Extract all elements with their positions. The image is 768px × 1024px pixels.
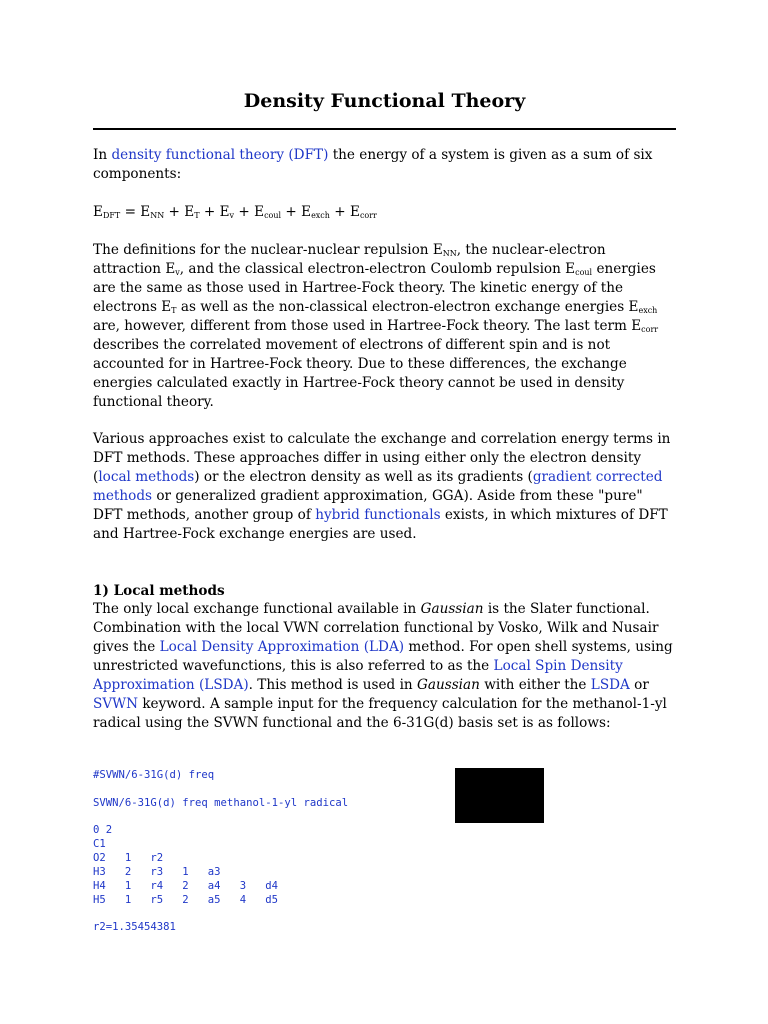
code-zmatrix-line: H4 1 r4 2 a4 3 d4: [93, 880, 278, 892]
intro-paragraph: [93, 146, 676, 184]
eq-term: E: [219, 204, 230, 220]
sec1-text: or: [629, 677, 649, 693]
eq-term-sub: exch: [311, 211, 330, 220]
para2-text: , the nuclear-electron attraction E: [93, 242, 606, 277]
code-variable-line: r2=1.35454381: [93, 921, 176, 933]
local-methods-link[interactable]: local methods: [98, 469, 195, 485]
code-zmatrix-line: O2 1 r2: [93, 852, 164, 864]
para2-sub: exch: [638, 306, 658, 315]
approaches-paragraph: [93, 430, 676, 544]
para3-text: ) or the electron density as well as its gradients (: [194, 469, 533, 485]
lsda-keyword-link[interactable]: LSDA: [590, 677, 630, 693]
eq-equals: =: [120, 204, 141, 220]
para2-sub: NN: [442, 249, 457, 258]
eq-term-sub: coul: [264, 211, 282, 220]
code-zmatrix-line: H5 1 r5 2 a5 4 d5: [93, 894, 278, 906]
eq-term-sub: T: [194, 211, 200, 220]
sec1-text: with either the: [479, 677, 591, 693]
lsda-full-link[interactable]: Local Spin Density Approximation (LSDA): [93, 658, 623, 693]
eq-term: E: [254, 204, 265, 220]
code-charge-multiplicity: 0 2: [93, 824, 113, 836]
eq-lhs-sub: DFT: [102, 211, 121, 220]
code-zmatrix-line: H3 2 r3 1 a3: [93, 866, 221, 878]
para2-text: are, however, different from those used in Hartree-Fock theory. The last term E: [93, 318, 642, 334]
code-route-line: #SVWN/6-31G(d) freq: [93, 769, 215, 781]
energy-equation: [93, 203, 676, 222]
lda-link[interactable]: Local Density Approximation (LDA): [159, 639, 405, 655]
para2-sub: corr: [641, 325, 659, 334]
eq-term: E: [184, 204, 195, 220]
para2-sub: v: [175, 268, 180, 277]
eq-lhs: E: [93, 204, 103, 220]
eq-plus: +: [164, 204, 185, 220]
page-title: Density Functional Theory: [243, 90, 526, 112]
eq-term-sub: corr: [359, 211, 377, 220]
definitions-paragraph: [93, 241, 676, 412]
sec1-text: . This method is used in: [248, 677, 417, 693]
dft-link[interactable]: density functional theory (DFT): [111, 147, 329, 163]
section-heading-local-methods: 1) Local methods: [93, 583, 225, 599]
eq-plus: +: [281, 204, 302, 220]
black-redaction-box: [455, 768, 544, 823]
gaussian-name: Gaussian: [420, 601, 484, 617]
para2-text: energies are the same as those used in Hartree-Fock theory. The kinetic energy of the electrons E: [93, 261, 656, 315]
para3-text: Various approaches exist to calculate the exchange and correlation energy terms in DFT methods. These approaches differ in using either only the electron density (: [93, 431, 671, 485]
eq-plus: +: [329, 204, 350, 220]
para3-text: exists, in which mixtures of DFT and Hartree-Fock exchange energies are used.: [93, 507, 668, 542]
title-rule: [93, 128, 676, 130]
para2-text: , and the classical electron-electron Coulomb repulsion E: [179, 261, 576, 277]
para2-text: as well as the non-classical electron-electron exchange energies E: [176, 299, 639, 315]
eq-term: E: [350, 204, 360, 220]
code-title-line: SVWN/6-31G(d) freq methanol-1-yl radical: [93, 797, 349, 809]
intro-text-2: the energy of a system is given as a sum of six components:: [93, 147, 653, 182]
eq-term: E: [301, 204, 312, 220]
eq-term-sub: v: [229, 211, 235, 220]
para2-text: describes the correlated movement of electrons of different spin and is not accounted for in Hartree-Fock theory. Due to these differences, the exchange energies calculated exactly in Hartree-Fock theory cannot be used in density functional theory.: [93, 337, 627, 410]
sec1-text: is the Slater functional. Combination with the local VWN correlation functional by Vosko, Wilk and Nusair gives the: [93, 601, 659, 655]
svwn-keyword-link[interactable]: SVWN: [93, 696, 138, 712]
sec1-text: method. For open shell systems, using unrestricted wavefunctions, this is also referred to as the: [93, 639, 673, 674]
sec1-text: keyword. A sample input for the frequency calculation for the methanol-1-yl radical using the SVWN functional and the 6-31G(d) basis set is as follows:: [93, 696, 667, 731]
eq-plus: +: [199, 204, 220, 220]
para3-text: or generalized gradient approximation, GGA). Aside from these "pure" DFT methods, another group of: [93, 488, 643, 523]
para2-sub: T: [171, 306, 177, 315]
eq-term-sub: NN: [150, 211, 165, 220]
gaussian-name: Gaussian: [417, 677, 480, 693]
para2-text: The definitions for the nuclear-nuclear repulsion E: [93, 242, 443, 258]
gradient-corrected-methods-link[interactable]: gradient corrected methods: [93, 469, 663, 504]
sec1-text: The only local exchange functional available in: [93, 601, 421, 617]
local-methods-paragraph: [93, 600, 676, 733]
code-zmatrix-line: C1: [93, 838, 106, 850]
eq-plus: +: [234, 204, 255, 220]
eq-term: E: [140, 204, 151, 220]
intro-text-1: In: [93, 147, 112, 163]
para2-sub: coul: [575, 268, 593, 277]
hybrid-functionals-link[interactable]: hybrid functionals: [315, 507, 441, 523]
